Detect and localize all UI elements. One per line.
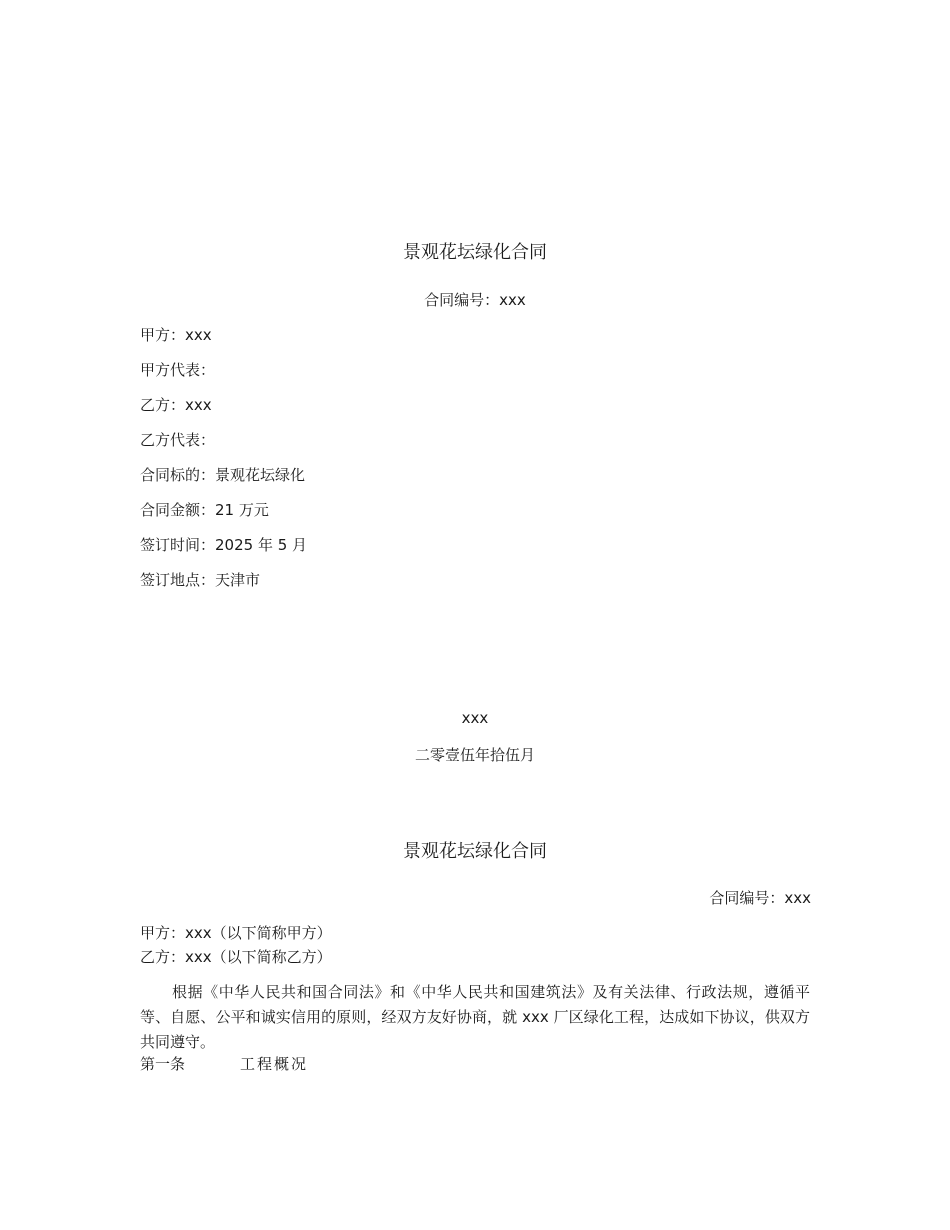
article-1-title: 工程概况	[240, 1055, 309, 1073]
cover-field-party-a: 甲方：xxx	[140, 326, 212, 344]
cover-title: 景观花坛绿化合同	[403, 242, 547, 263]
cover-field-sign-date: 签订时间：2025 年 5 月	[140, 536, 308, 554]
cover-field-sign-place: 签订地点：天津市	[140, 571, 261, 589]
cover-date: 二零壹伍年拾伍月	[414, 746, 535, 764]
body-title: 景观花坛绿化合同	[403, 841, 547, 862]
body-party-b: 乙方：xxx（以下简称乙方）	[140, 948, 332, 966]
cover-field-party-a-rep: 甲方代表：	[140, 361, 216, 379]
cover-field-party-b: 乙方：xxx	[140, 396, 212, 414]
cover-field-party-b-rep: 乙方代表：	[140, 431, 216, 449]
cover-field-subject: 合同标的：景观花坛绿化	[140, 466, 306, 484]
cover-contract-number: 合同编号：xxx	[424, 291, 526, 309]
cover-field-amount: 合同金额：21 万元	[140, 501, 269, 519]
article-1-number: 第一条	[140, 1055, 186, 1073]
cover-organization: xxx	[461, 709, 489, 727]
body-preamble-paragraph: 根据《中华人民共和国合同法》和《中华人民共和国建筑法》及有关法律、行政法规，遵循平等、自愿、公平和诚实信用的原则，经双方友好协商，就 xxx 厂区绿化工程，达成如下协议，供双方共同遵守。	[140, 983, 810, 1051]
body-party-a: 甲方：xxx（以下简称甲方）	[140, 924, 332, 942]
body-contract-number: 合同编号：xxx	[709, 889, 811, 907]
